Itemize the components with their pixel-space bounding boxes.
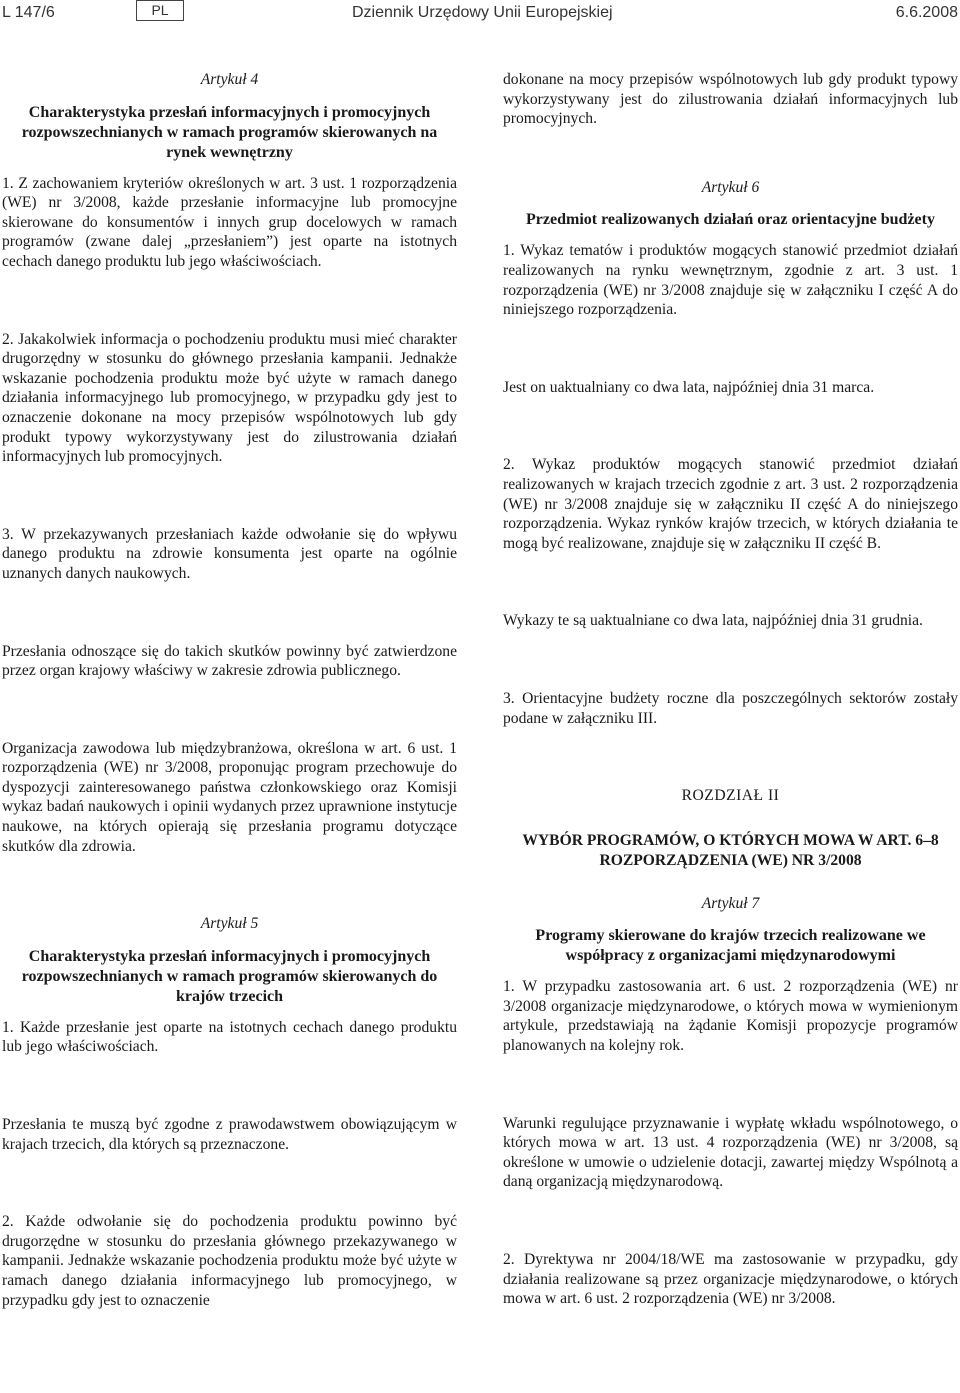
article-5-paragraph-1: 1. Każde przesłanie jest oparte na istotnych cechach danego produktu lub jego właściwościach. xyxy=(2,1018,457,1056)
language-badge: PL xyxy=(136,0,184,21)
article-5-paragraph-2: Przesłania te muszą być zgodne z prawodawstwem obowiązującym w krajach trzecich, dla których są przeznaczone. xyxy=(2,1116,457,1153)
publication-date: 6.6.2008 xyxy=(895,4,958,21)
left-column xyxy=(2,70,457,1310)
journal-title: Dziennik Urzędowy Unii Europejskiej xyxy=(352,4,613,21)
article-4-paragraph-5: Organizacja zawodowa lub międzybranżowa, określona w art. 6 ust. 1 rozporządzenia (WE) nr 3/2008, proponując program przechowuje do dyspozycji zainteresowanego państwa członkowskiego oraz Komisji wykaz badań naukowych i opinii wydanych przez uprawnione instytucje naukowe, na których opierają się przesłania programu dotyczące skutków dla zdrowia. xyxy=(2,739,457,855)
article-7-title: Programy skierowane do krajów trzecich realizowane we współpracy z organizacjami międzynarodowymi xyxy=(535,927,926,965)
article-6-paragraph-4: Wykazy te są uaktualniane co dwa lata, najpóźniej dnia 31 grudnia. xyxy=(503,612,923,630)
chapter-label: ROZDZIAŁ II xyxy=(681,787,780,805)
article-5-continuation: dokonane na mocy przepisów wspólnotowych lub gdy produkt typowy wykorzystywany jest do zilustrowania działań informacyjnych lub promocyjnych. xyxy=(503,71,958,128)
article-4-paragraph-2: 2. Jakakolwiek informacja o pochodzeniu produktu musi mieć charakter drugorzędny w stosunku do głównego przesłania kampanii. Jednakże wskazanie pochodzenia produktu może być użyte w ramach danego działania informacyjnego lub promocyjnego, w przypadku gdy jest to oznaczenie dokonane na mocy przepisów wspólnotowych lub gdy produkt typowy wykorzystywany jest do zilustrowania działań informacyjnych lub promocyjnych. xyxy=(2,330,457,466)
article-7-label: Artykuł 7 xyxy=(701,894,760,912)
article-6-paragraph-2: Jest on uaktualniany co dwa lata, najpóźniej dnia 31 marca. xyxy=(503,378,875,396)
chapter-title: WYBÓR PROGRAMÓW, O KTÓRYCH MOWA W ART. 6–8 ROZPORZĄDZENIA (WE) NR 3/2008 xyxy=(522,831,939,869)
article-6-paragraph-1: 1. Wykaz tematów i produktów mogących stanowić przedmiot działań realizowanych na rynku wewnętrznym, zgodnie z art. 3 ust. 1 rozporządzenia (WE) nr 3/2008 znajduje się w załączniku I część A do niniejszego rozporządzenia. xyxy=(503,242,958,319)
article-6-paragraph-5: 3. Orientacyjne budżety roczne dla poszczególnych sektorów zostały podane w załączniku III. xyxy=(503,689,958,727)
article-6-paragraph-3: 2. Wykaz produktów mogących stanowić przedmiot działań realizowanych w krajach trzecich zgodnie z art. 3 ust. 2 rozporządzenia (WE) nr 3/2008 znajduje się w załączniku II część A do niniejszego rozporządzenia. Wykaz rynków krajów trzecich, w których działania te mogą być realizowane, znajduje się w załączniku II część B. xyxy=(503,456,958,552)
article-6-title: Przedmiot realizowanych działań oraz orientacyjne budżety xyxy=(526,211,935,229)
right-column xyxy=(503,70,958,1309)
article-5-label: Artykuł 5 xyxy=(200,915,259,933)
article-5-paragraph-3: 2. Każde odwołanie się do pochodzenia produktu powinno być drugorzędne w stosunku do przesłania głównego przekazywanego w kampanii. Jednakże wskazanie pochodzenia produktu może być użyte w ramach danego działania informacyjnego lub promocyjnego, w przypadku gdy jest to oznaczenie xyxy=(2,1213,457,1309)
article-4-paragraph-4: Przesłania odnoszące się do takich skutków powinny być zatwierdzone przez organ krajowy właściwy w zakresie zdrowia publicznego. xyxy=(2,642,457,680)
article-4-title: Charakterystyka przesłań informacyjnych i promocyjnych rozpowszechnianych w ramach programów skierowanych na rynek wewnętrzny xyxy=(21,103,438,161)
article-4-paragraph-1: 1. Z zachowaniem kryteriów określonych w art. 3 ust. 1 rozporządzenia (WE) nr 3/2008, każde przesłanie informacyjne lub promocyjne skierowane do konsumentów i innych grup docelowych w ramach programów (zwane dalej „przesłaniem”) jest oparte na istotnych cechach danego produktu lub jego właściwościach. xyxy=(2,174,457,270)
article-7-paragraph-2: Warunki regulujące przyznawanie i wypłatę wkładu wspólnotowego, o których mowa w art. 13 ust. 4 rozporządzenia (WE) nr 3/2008, są określone w umowie o udzielenie dotacji, zawartej między Wspólnotą a daną organizacją międzynarodową. xyxy=(503,1114,958,1191)
article-5-title: Charakterystyka przesłań informacyjnych i promocyjnych rozpowszechnianych w ramach programów skierowanych do krajów trzecich xyxy=(21,947,438,1005)
article-7-paragraph-3: 2. Dyrektywa nr 2004/18/WE ma zastosowanie w przypadku, gdy działania realizowane są przez organizacje międzynarodowe, o których mowa w art. 6 ust. 2 rozporządzenia (WE) nr 3/2008. xyxy=(503,1251,958,1308)
article-6-label: Artykuł 6 xyxy=(701,178,760,196)
page-number: L 147/6 xyxy=(2,4,55,21)
article-4-label: Artykuł 4 xyxy=(200,71,259,88)
article-4-paragraph-3: 3. W przekazywanych przesłaniach każde odwołanie się do wpływu danego produktu na zdrowie konsumenta jest oparte na ogólnie uznanych danych naukowych. xyxy=(2,525,457,582)
page-header xyxy=(0,0,960,36)
article-7-paragraph-1: 1. W przypadku zastosowania art. 6 ust. 2 rozporządzenia (WE) nr 3/2008 organizacje międzynarodowe, o których mowa w wymienionym artykule, przedstawiają na żądanie Komisji propozycje programów planowanych na kolejny rok. xyxy=(503,978,958,1055)
